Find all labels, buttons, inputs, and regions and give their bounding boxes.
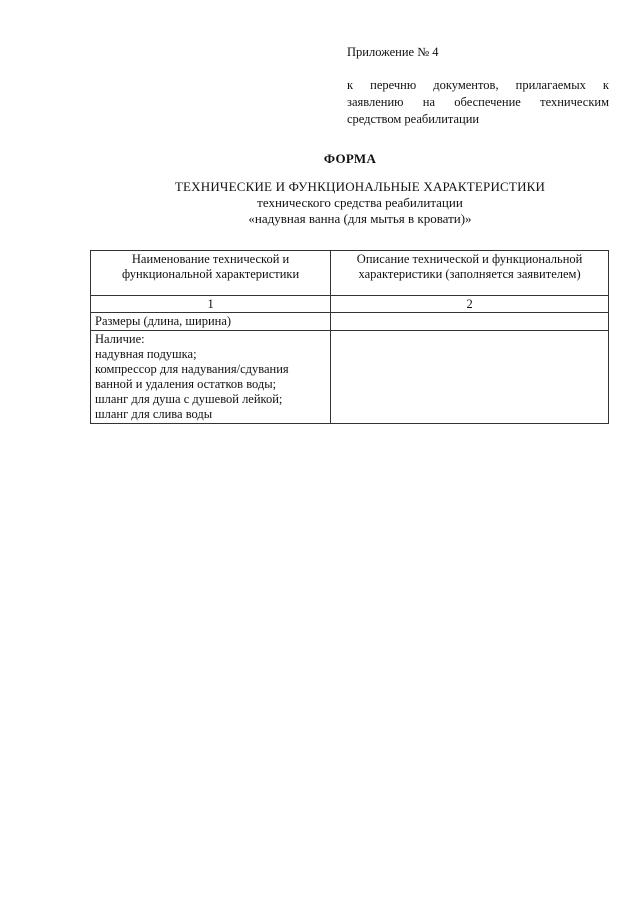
- title-block: [100, 179, 620, 227]
- table-row: [91, 313, 609, 331]
- characteristic-cell: [91, 331, 331, 424]
- table-header-row: [91, 251, 609, 296]
- availability-item: компрессор для надувания/сдувания ванной и удаления остатков воды;: [95, 362, 289, 391]
- availability-item: шланг для душа с душевой лейкой;: [95, 392, 283, 406]
- characteristics-table: [90, 250, 609, 424]
- description-cell[interactable]: [331, 331, 609, 424]
- product-name: «надувная ванна (для мытья в кровати)»: [248, 211, 472, 226]
- form-subtitle: технического средства реабилитации: [257, 195, 463, 210]
- availability-item: надувная подушка;: [95, 347, 197, 361]
- availability-title: Наличие:: [95, 332, 145, 346]
- description-cell[interactable]: [331, 313, 609, 331]
- appendix-text: к перечню документов, прилагаемых к заявлению на обеспечение техническим средством реабилитации: [347, 78, 609, 126]
- appendix-block: [347, 44, 609, 128]
- column-number-row: [91, 296, 609, 313]
- characteristic-cell: Размеры (длина, ширина): [91, 313, 331, 331]
- column-number-2: 2: [331, 296, 609, 313]
- column-header-description: Описание технической и функциональной характеристики (заполняется заявителем): [331, 251, 609, 296]
- form-title: ТЕХНИЧЕСКИЕ И ФУНКЦИОНАЛЬНЫЕ ХАРАКТЕРИСТИКИ: [174, 179, 546, 194]
- table-row: [91, 331, 609, 424]
- column-number-1: 1: [91, 296, 331, 313]
- appendix-title: Приложение № 4: [347, 45, 439, 59]
- column-header-name: Наименование технической и функциональной характеристики: [91, 251, 331, 296]
- availability-item: шланг для слива воды: [95, 407, 213, 421]
- form-heading: ФОРМА: [323, 151, 377, 166]
